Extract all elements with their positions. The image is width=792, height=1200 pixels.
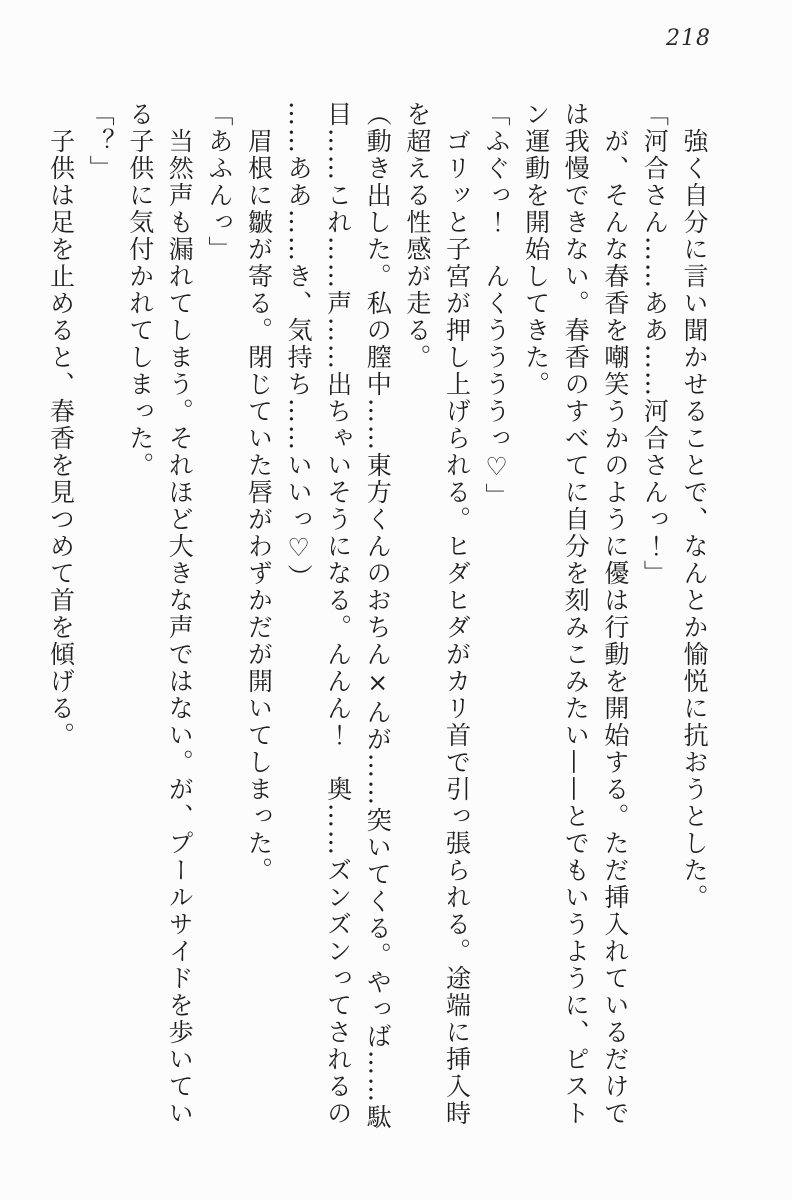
text-line: 強く自分に言い聞かせることで、なんとか愉悦に抗おうとした。 (680, 101, 709, 911)
text-line: は我慢できない。春香のすべてに自分を刻みこみたい——とでもいうように、ピスト (561, 101, 591, 1127)
text-line: 「河合さん……ああ……河合さんっ！」 (640, 101, 670, 587)
text-line: 目……これ……声……出ちゃいそうになる。んんん！ 奥……ズンズンってされるの (323, 101, 353, 1127)
page-number: 218 (666, 26, 711, 51)
text-line: 眉根に皺が寄る。閉じていた唇がわずかだが開いてしまった。 (244, 101, 274, 884)
text-line: 子供は足を止めると、春香を見つめて首を傾げる。 (46, 101, 76, 749)
text-line: 当然声も漏れてしまう。それほど大きな声ではない。が、プールサイドを歩いてい (165, 101, 195, 1127)
vertical-text-block (41, 101, 714, 1146)
text-line: 「ふぐっ！ んくううううっ♡」 (482, 101, 512, 510)
text-line: ン運動を開始してきた。 (521, 101, 551, 398)
text-line: が、そんな春香を嘲笑うかのように優は行動を開始する。ただ挿入れているだけで (600, 101, 630, 1127)
text-line: （動き出した。私の膣中……東方くんのおちん×んが……突いてくる。やっば……駄 (363, 101, 393, 1131)
text-line: ゴリッと子宮が押し上げられる。ヒダヒダがカリ首で引っ張られる。途端に挿入時 (442, 101, 472, 1127)
text-line: ……ああ……き、気持ち……いいっ♡） (284, 101, 314, 591)
text-line: る子供に気付かれてしまった。 (125, 101, 155, 479)
text-line: 「あふんっ」 (204, 101, 234, 263)
text-line: 「？」 (86, 101, 116, 182)
text-line: を超える性感が走る。 (402, 101, 432, 371)
